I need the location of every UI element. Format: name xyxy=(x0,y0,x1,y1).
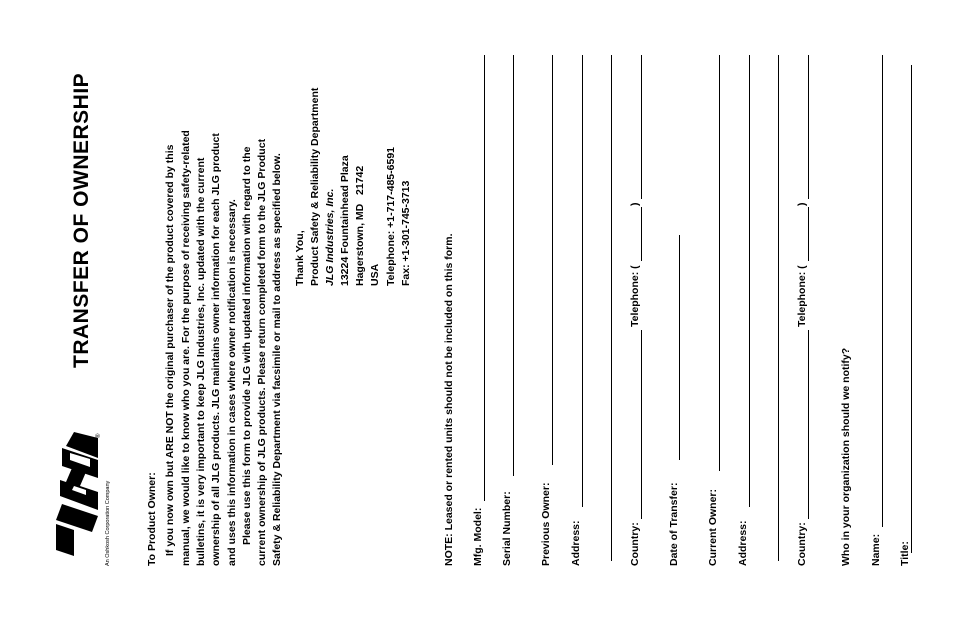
letter-line: and uses this information in cases where owner notification is necessary. xyxy=(226,199,238,566)
registered-mark: ® xyxy=(96,433,102,438)
previous-owner-label: Previous Owner: xyxy=(540,482,552,566)
name-label: Name: xyxy=(870,533,882,566)
signature-closing: Thank You, xyxy=(294,230,306,286)
date-of-transfer-label: Date of Transfer: xyxy=(668,482,680,566)
country2-label: Country: xyxy=(796,522,808,566)
telephone-label: Telephone: ( xyxy=(629,265,641,327)
country-label: Country: xyxy=(629,522,641,566)
letter-line: manual, we would like to know who you are. For the purpose of receiving safety-related xyxy=(180,130,192,566)
country2-line[interactable] xyxy=(808,330,809,519)
country-line[interactable] xyxy=(641,330,642,519)
jlg-logo xyxy=(52,432,104,564)
telephone2-paren: ) xyxy=(796,202,808,206)
form-note: NOTE: Leased or rented units should not be included on this form. xyxy=(443,233,455,566)
telephone2-area-line[interactable] xyxy=(808,207,809,261)
signature-street: 13224 Fountainhead Plaza xyxy=(339,155,351,286)
telephone2-number-line[interactable] xyxy=(808,55,809,199)
signature-telephone: Telephone: +1-717-485-6591 xyxy=(385,147,397,286)
telephone2-label: Telephone: ( xyxy=(796,265,808,327)
address2-line-2[interactable] xyxy=(778,55,779,561)
current-owner-label: Current Owner: xyxy=(707,488,719,566)
signature-country: USA xyxy=(369,263,381,286)
notify-question: Who in your organization should we notify? xyxy=(840,347,852,566)
signature-fax: Fax: +1-301-745-3713 xyxy=(400,180,412,286)
signature-company: JLG Industries, Inc. xyxy=(324,188,336,286)
address2-line-1[interactable] xyxy=(749,55,750,507)
date-of-transfer-line[interactable] xyxy=(679,235,680,460)
letter-line: Safety & Reliability Department via facsimile or mail to address as specified below. xyxy=(271,153,283,566)
title-line[interactable] xyxy=(911,65,912,553)
logo-tagline: An Oshkosh Corporation Company xyxy=(105,480,111,566)
telephone-number-line[interactable] xyxy=(641,55,642,199)
signature-department: Product Safety & Reliability Department xyxy=(309,87,321,286)
address-line-2[interactable] xyxy=(611,55,612,561)
signature-city: Hagerstown, MD 21742 xyxy=(354,165,366,286)
page-title: TRANSFER OF OWNERSHIP xyxy=(70,72,93,368)
title-label: Title: xyxy=(899,541,911,566)
letter-line: ownership of all JLG products. JLG maintains owner information for each JLG product xyxy=(210,133,222,566)
serial-number-line[interactable] xyxy=(513,55,514,476)
letter-salutation: To Product Owner: xyxy=(146,472,158,566)
previous-owner-line[interactable] xyxy=(552,55,553,465)
mfg-model-line[interactable] xyxy=(484,55,485,501)
telephone-paren: ) xyxy=(629,202,641,206)
letter-line: If you now own but ARE NOT the original purchaser of the product covered by this xyxy=(164,144,176,556)
mfg-model-label: Mfg. Model: xyxy=(472,507,484,566)
current-owner-line[interactable] xyxy=(719,55,720,471)
jlg-logo-graphic xyxy=(52,432,104,564)
serial-number-label: Serial Number: xyxy=(501,491,513,566)
address-line-1[interactable] xyxy=(582,55,583,507)
telephone-area-line[interactable] xyxy=(641,207,642,261)
address-label: Address: xyxy=(570,520,582,566)
letter-line: bulletins, it is very important to keep JLG Industries, Inc. updated with the current xyxy=(195,157,207,566)
letter-line: current ownership of JLG products. Please return completed form to the JLG Product xyxy=(256,138,268,566)
address2-label: Address: xyxy=(737,520,749,566)
letter-line: Please use this form to provide JLG with updated information with regard to the xyxy=(241,146,253,545)
name-line[interactable] xyxy=(882,55,883,527)
